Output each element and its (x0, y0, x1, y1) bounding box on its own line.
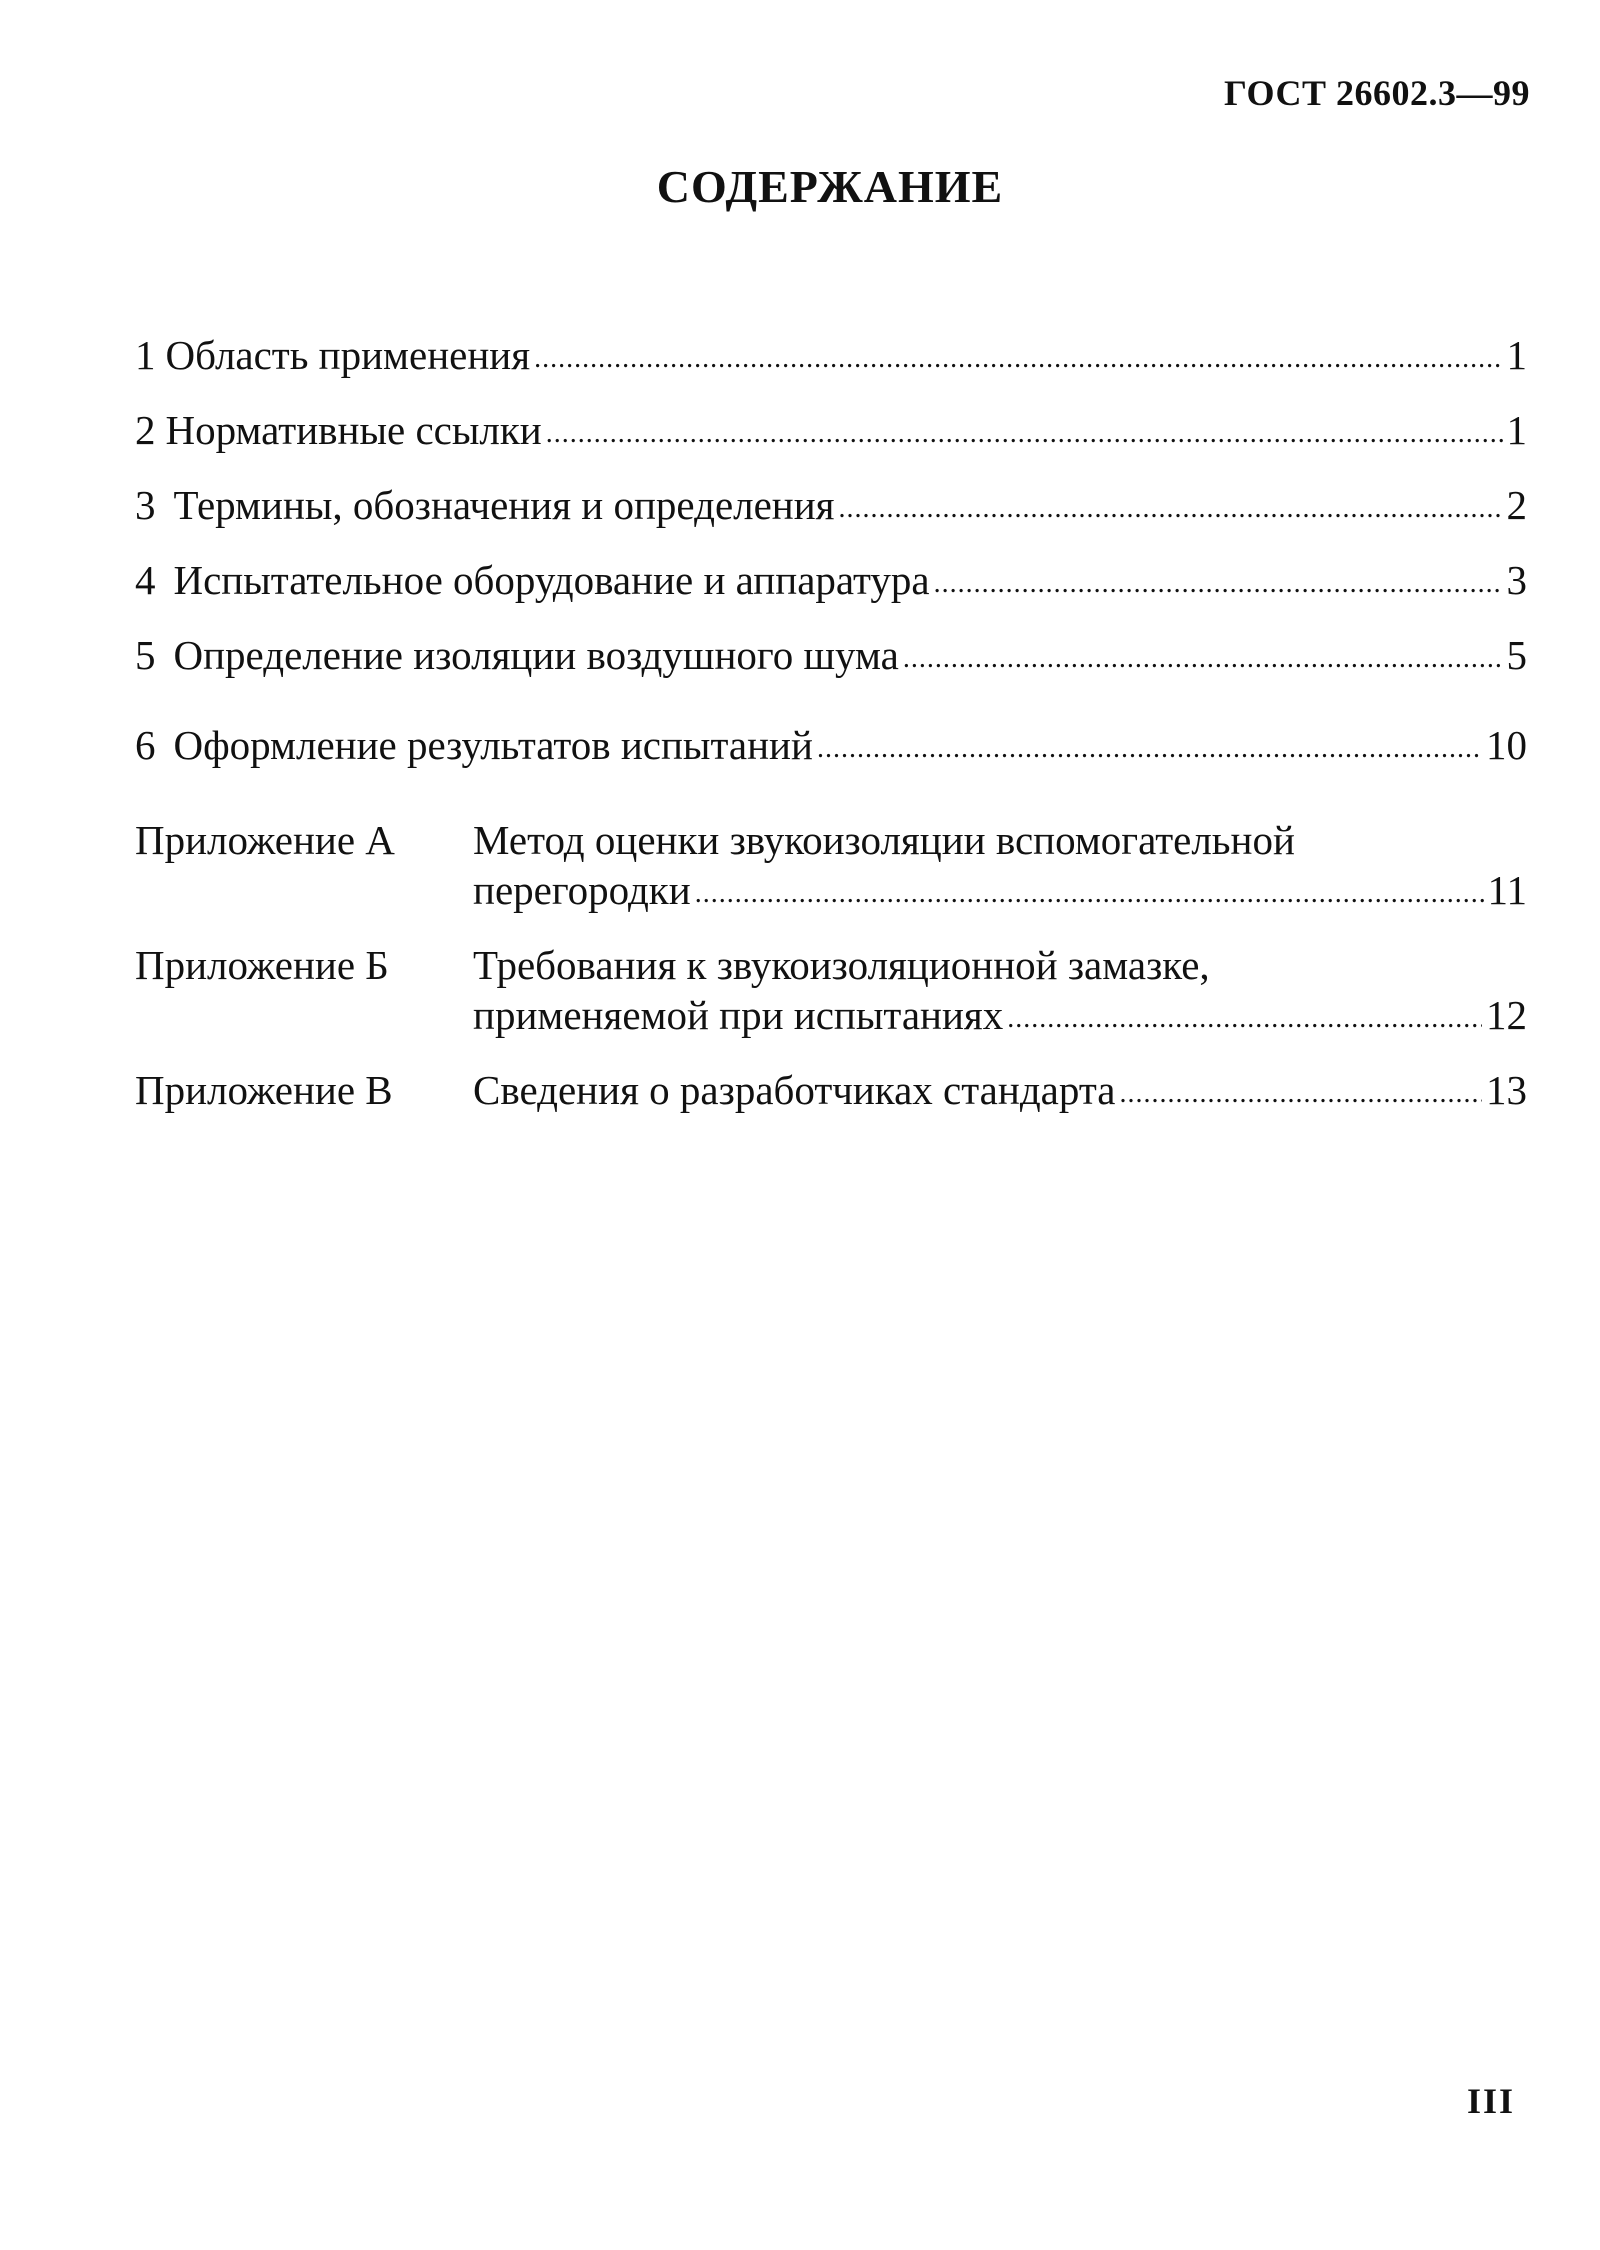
toc-entry-4[interactable] (135, 555, 1527, 611)
dot-leader (839, 484, 1503, 534)
toc-section-number: 2 (135, 407, 156, 453)
toc-annex-label: Приложение Б (135, 942, 389, 988)
dot-leader (1119, 1069, 1482, 1119)
dot-leader (534, 334, 1502, 384)
dot-leader (817, 724, 1482, 774)
toc-section-title: Определение изоляции воздушного шума (173, 632, 899, 678)
toc-section-title: Область применения (165, 332, 531, 378)
toc-section-title: Оформление результатов испытаний (173, 722, 813, 768)
toc-annex-label: Приложение В (135, 1067, 393, 1113)
toc-annex-a[interactable] (135, 815, 1527, 915)
dot-leader (695, 869, 1484, 919)
toc-annex-v[interactable] (135, 1065, 1527, 1115)
toc-entry-2[interactable] (135, 405, 1527, 461)
page-title: СОДЕРЖАНИЕ (656, 161, 1004, 212)
dot-leader (1007, 994, 1482, 1044)
toc-entry-5[interactable] (135, 630, 1527, 686)
toc-annex-title-line: Сведения о разработчиках стандарта (473, 1067, 1116, 1113)
toc-annex-title-line: Метод оценки звукоизоляции вспомогательной (473, 817, 1295, 863)
toc-annex-title-line: применяемой при испытаниях (473, 992, 1004, 1038)
toc-page-number: 11 (1487, 867, 1527, 913)
dot-leader (903, 634, 1503, 684)
toc-section-number: 4 (135, 557, 156, 603)
toc-page-number: 3 (1506, 557, 1527, 603)
toc-page-number: 5 (1506, 632, 1527, 678)
document-code: ГОСТ 26602.3—99 (1224, 73, 1530, 113)
toc-page-number: 12 (1486, 992, 1527, 1038)
toc-section-number: 6 (135, 722, 156, 768)
dot-leader (546, 409, 1503, 459)
page-number: III (1466, 2081, 1515, 2121)
toc-page-number: 10 (1486, 722, 1527, 768)
toc-page-number: 1 (1506, 407, 1527, 453)
toc-page-number: 1 (1506, 332, 1527, 378)
toc-entry-6[interactable] (135, 720, 1527, 776)
toc-annex-title-line: перегородки (473, 867, 691, 913)
toc-section-title: Нормативные ссылки (165, 407, 542, 453)
toc-section-number: 3 (135, 482, 156, 528)
toc-page-number: 2 (1506, 482, 1527, 528)
toc-annex-title-line: Требования к звукоизоляционной замазке, (473, 942, 1210, 988)
toc-annex-label: Приложение А (135, 817, 395, 863)
toc-annex-b[interactable] (135, 940, 1527, 1040)
dot-leader (934, 559, 1503, 609)
toc-section-title: Термины, обозначения и определения (173, 482, 835, 528)
toc-section-number: 1 (135, 332, 156, 378)
toc-page-number: 13 (1486, 1067, 1527, 1113)
toc-entry-3[interactable] (135, 480, 1527, 536)
toc-section-number: 5 (135, 632, 156, 678)
toc-section-title: Испытательное оборудование и аппаратура (173, 557, 930, 603)
toc-entry-1[interactable] (135, 330, 1527, 386)
